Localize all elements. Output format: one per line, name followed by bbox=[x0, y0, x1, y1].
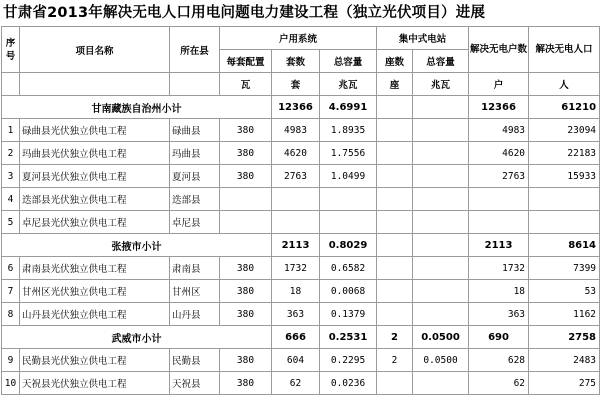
cell-sets: 4983 bbox=[272, 119, 320, 142]
cell-population: 23094 bbox=[529, 119, 600, 142]
subtotal-row bbox=[2, 96, 600, 119]
cell-config: 380 bbox=[220, 165, 272, 188]
cell-config: 380 bbox=[220, 372, 272, 395]
cell-central-capacity bbox=[413, 234, 469, 257]
cell-county: 甘州区 bbox=[170, 280, 220, 303]
cell-project: 碌曲县光伏独立供电工程 bbox=[20, 119, 170, 142]
cell-seats bbox=[377, 188, 413, 211]
progress-table bbox=[1, 26, 600, 395]
cell-central-capacity bbox=[413, 280, 469, 303]
header-household-system: 户用系统 bbox=[220, 27, 377, 50]
header-config: 每套配置 bbox=[220, 50, 272, 73]
unit-seats: 座 bbox=[377, 73, 413, 96]
cell-population: 53 bbox=[529, 280, 600, 303]
header-sets: 套数 bbox=[272, 50, 320, 73]
cell-capacity: 4.6991 bbox=[320, 96, 377, 119]
cell-households: 62 bbox=[469, 372, 529, 395]
cell-central-capacity bbox=[413, 119, 469, 142]
cell-capacity: 0.2295 bbox=[320, 349, 377, 372]
unit-county-empty bbox=[170, 73, 220, 96]
cell-county: 山丹县 bbox=[170, 303, 220, 326]
cell-population: 15933 bbox=[529, 165, 600, 188]
cell-population: 22183 bbox=[529, 142, 600, 165]
cell-project: 迭部县光伏独立供电工程 bbox=[20, 188, 170, 211]
cell-sets: 666 bbox=[272, 326, 320, 349]
cell-seq: 10 bbox=[2, 372, 20, 395]
cell-seats bbox=[377, 96, 413, 119]
cell-project: 民勤县光伏独立供电工程 bbox=[20, 349, 170, 372]
cell-capacity bbox=[320, 211, 377, 234]
unit-config: 瓦 bbox=[220, 73, 272, 96]
cell-capacity: 0.8029 bbox=[320, 234, 377, 257]
cell-capacity: 1.8935 bbox=[320, 119, 377, 142]
cell-seq: 1 bbox=[2, 119, 20, 142]
cell-project: 甘州区光伏独立供电工程 bbox=[20, 280, 170, 303]
table-row bbox=[2, 257, 600, 280]
cell-project: 山丹县光伏独立供电工程 bbox=[20, 303, 170, 326]
cell-population: 8614 bbox=[529, 234, 600, 257]
cell-central-capacity: 0.0500 bbox=[413, 326, 469, 349]
cell-seq: 6 bbox=[2, 257, 20, 280]
cell-sets: 4620 bbox=[272, 142, 320, 165]
cell-seats bbox=[377, 142, 413, 165]
cell-county: 迭部县 bbox=[170, 188, 220, 211]
cell-county: 玛曲县 bbox=[170, 142, 220, 165]
cell-seats bbox=[377, 211, 413, 234]
cell-seats bbox=[377, 234, 413, 257]
cell-households: 1732 bbox=[469, 257, 529, 280]
cell-county: 民勤县 bbox=[170, 349, 220, 372]
cell-seats bbox=[377, 303, 413, 326]
cell-households: 2763 bbox=[469, 165, 529, 188]
cell-seq: 4 bbox=[2, 188, 20, 211]
cell-households bbox=[469, 188, 529, 211]
subtotal-name: 武威市小计 bbox=[2, 326, 272, 349]
cell-seats bbox=[377, 119, 413, 142]
cell-central-capacity bbox=[413, 211, 469, 234]
cell-population bbox=[529, 211, 600, 234]
cell-households: 18 bbox=[469, 280, 529, 303]
cell-capacity: 0.6582 bbox=[320, 257, 377, 280]
subtotal-row bbox=[2, 234, 600, 257]
subtotal-name: 甘南藏族自治州小计 bbox=[2, 96, 272, 119]
cell-config: 380 bbox=[220, 142, 272, 165]
cell-households bbox=[469, 211, 529, 234]
cell-sets: 2113 bbox=[272, 234, 320, 257]
unit-sets: 套 bbox=[272, 73, 320, 96]
cell-households: 628 bbox=[469, 349, 529, 372]
cell-seats bbox=[377, 280, 413, 303]
cell-capacity: 0.0068 bbox=[320, 280, 377, 303]
cell-population: 2483 bbox=[529, 349, 600, 372]
cell-project: 玛曲县光伏独立供电工程 bbox=[20, 142, 170, 165]
header-capacity: 总容量 bbox=[320, 50, 377, 73]
table-row bbox=[2, 303, 600, 326]
cell-households: 2113 bbox=[469, 234, 529, 257]
cell-sets: 1732 bbox=[272, 257, 320, 280]
cell-county: 卓尼县 bbox=[170, 211, 220, 234]
subtotal-name: 张掖市小计 bbox=[2, 234, 272, 257]
cell-county: 天祝县 bbox=[170, 372, 220, 395]
unit-central-capacity: 兆瓦 bbox=[413, 73, 469, 96]
cell-sets: 363 bbox=[272, 303, 320, 326]
unit-project-empty bbox=[20, 73, 170, 96]
table-row bbox=[2, 165, 600, 188]
table-row bbox=[2, 211, 600, 234]
table-row bbox=[2, 119, 600, 142]
unit-seq-empty bbox=[2, 73, 20, 96]
cell-sets: 2763 bbox=[272, 165, 320, 188]
cell-central-capacity bbox=[413, 165, 469, 188]
cell-households: 4983 bbox=[469, 119, 529, 142]
cell-project: 肃南县光伏独立供电工程 bbox=[20, 257, 170, 280]
cell-seats: 2 bbox=[377, 349, 413, 372]
cell-project: 卓尼县光伏独立供电工程 bbox=[20, 211, 170, 234]
header-central-capacity: 总容量 bbox=[413, 50, 469, 73]
cell-households: 690 bbox=[469, 326, 529, 349]
header-row-1 bbox=[2, 27, 600, 50]
cell-seats: 2 bbox=[377, 326, 413, 349]
cell-sets: 12366 bbox=[272, 96, 320, 119]
subtotal-row bbox=[2, 326, 600, 349]
header-seq: 序号 bbox=[2, 27, 20, 73]
cell-county: 肃南县 bbox=[170, 257, 220, 280]
cell-capacity: 1.0499 bbox=[320, 165, 377, 188]
header-seats: 座数 bbox=[377, 50, 413, 73]
header-central-station: 集中式电站 bbox=[377, 27, 469, 50]
cell-central-capacity bbox=[413, 96, 469, 119]
cell-project: 天祝县光伏独立供电工程 bbox=[20, 372, 170, 395]
cell-sets bbox=[272, 188, 320, 211]
unit-households: 户 bbox=[469, 73, 529, 96]
cell-seq: 8 bbox=[2, 303, 20, 326]
cell-central-capacity: 0.0500 bbox=[413, 349, 469, 372]
header-county: 所在县 bbox=[170, 27, 220, 73]
cell-capacity: 0.0236 bbox=[320, 372, 377, 395]
cell-config: 380 bbox=[220, 280, 272, 303]
cell-sets: 18 bbox=[272, 280, 320, 303]
table-row bbox=[2, 188, 600, 211]
cell-population: 1162 bbox=[529, 303, 600, 326]
cell-central-capacity bbox=[413, 372, 469, 395]
header-solved-population: 解决无电人口 bbox=[529, 27, 600, 73]
table-row bbox=[2, 280, 600, 303]
unit-population: 人 bbox=[529, 73, 600, 96]
cell-config bbox=[220, 211, 272, 234]
cell-config: 380 bbox=[220, 257, 272, 280]
cell-capacity bbox=[320, 188, 377, 211]
header-solved-households: 解决无电户数 bbox=[469, 27, 529, 73]
cell-population: 275 bbox=[529, 372, 600, 395]
table-row bbox=[2, 372, 600, 395]
cell-population bbox=[529, 188, 600, 211]
cell-households: 4620 bbox=[469, 142, 529, 165]
cell-central-capacity bbox=[413, 188, 469, 211]
cell-households: 363 bbox=[469, 303, 529, 326]
cell-sets bbox=[272, 211, 320, 234]
cell-project: 夏河县光伏独立供电工程 bbox=[20, 165, 170, 188]
cell-seq: 5 bbox=[2, 211, 20, 234]
table-row bbox=[2, 142, 600, 165]
cell-seq: 2 bbox=[2, 142, 20, 165]
cell-capacity: 1.7556 bbox=[320, 142, 377, 165]
cell-capacity: 0.1379 bbox=[320, 303, 377, 326]
cell-central-capacity bbox=[413, 257, 469, 280]
cell-population: 7399 bbox=[529, 257, 600, 280]
cell-seats bbox=[377, 257, 413, 280]
cell-population: 61210 bbox=[529, 96, 600, 119]
cell-county: 夏河县 bbox=[170, 165, 220, 188]
cell-config: 380 bbox=[220, 119, 272, 142]
cell-config: 380 bbox=[220, 303, 272, 326]
cell-population: 2758 bbox=[529, 326, 600, 349]
cell-seq: 3 bbox=[2, 165, 20, 188]
unit-capacity: 兆瓦 bbox=[320, 73, 377, 96]
cell-seq: 9 bbox=[2, 349, 20, 372]
header-project: 项目名称 bbox=[20, 27, 170, 73]
cell-central-capacity bbox=[413, 303, 469, 326]
page-title: 甘肃省2013年解决无电人口用电问题电力建设工程（独立光伏项目）进展 bbox=[3, 5, 486, 21]
cell-config bbox=[220, 188, 272, 211]
cell-sets: 62 bbox=[272, 372, 320, 395]
cell-sets: 604 bbox=[272, 349, 320, 372]
cell-seq: 7 bbox=[2, 280, 20, 303]
cell-seats bbox=[377, 372, 413, 395]
cell-seats bbox=[377, 165, 413, 188]
cell-central-capacity bbox=[413, 142, 469, 165]
cell-households: 12366 bbox=[469, 96, 529, 119]
cell-county: 碌曲县 bbox=[170, 119, 220, 142]
cell-config: 380 bbox=[220, 349, 272, 372]
cell-capacity: 0.2531 bbox=[320, 326, 377, 349]
table-row bbox=[2, 349, 600, 372]
units-row bbox=[2, 73, 600, 96]
